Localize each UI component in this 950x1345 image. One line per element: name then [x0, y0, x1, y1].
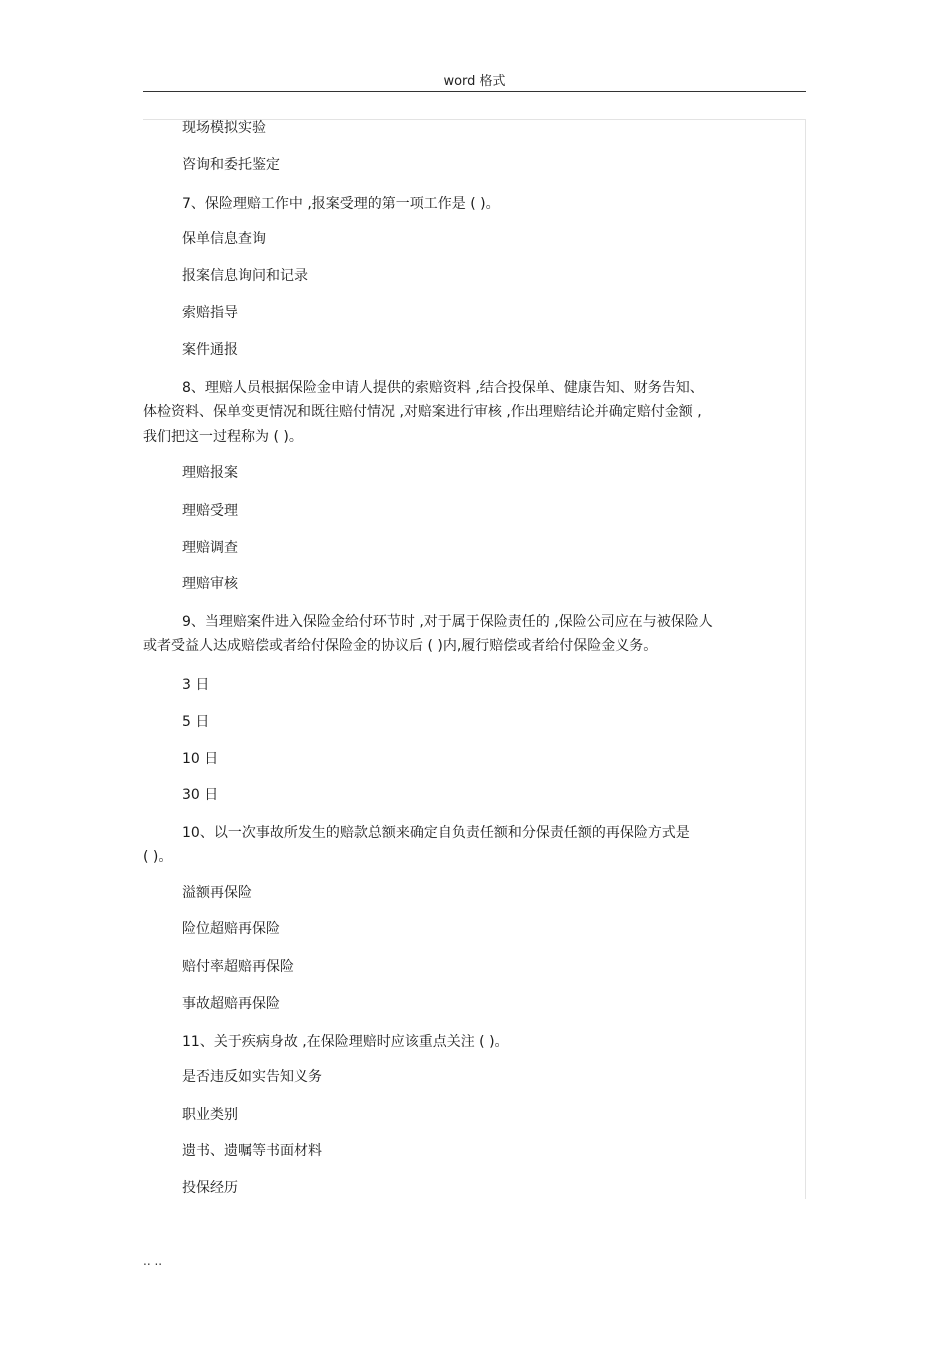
- question-line: ( )。: [143, 849, 173, 865]
- header-rule: [143, 91, 806, 92]
- option-line: 理赔受理: [182, 503, 238, 519]
- option-line: 事故超赔再保险: [182, 996, 280, 1012]
- option-line: 索赔指导: [182, 305, 238, 321]
- option-line: 咨询和委托鉴定: [182, 157, 280, 173]
- page-footer: .. ..: [143, 1254, 163, 1268]
- option-line: 遗书、遗嘱等书面材料: [182, 1143, 322, 1159]
- option-line: 赔付率超赔再保险: [182, 959, 294, 975]
- option-line: 险位超赔再保险: [182, 921, 280, 937]
- option-line: 理赔审核: [182, 576, 238, 592]
- question-line: 体检资料、保单变更情况和既往赔付情况 ,对赔案进行审核 ,作出理赔结论并确定赔付金额 ,: [143, 404, 702, 420]
- option-line: 3 日: [182, 677, 210, 693]
- option-line: 职业类别: [182, 1107, 238, 1123]
- question-line: 我们把这一过程称为 ( )。: [143, 429, 303, 445]
- option-line: 现场模拟实验: [182, 120, 266, 136]
- page-header: word 格式: [443, 74, 506, 89]
- question-line: 7、保险理赔工作中 ,报案受理的第一项工作是 ( )。: [182, 196, 500, 212]
- option-line: 10 日: [182, 751, 219, 767]
- question-line: 10、以一次事故所发生的赔款总额来确定自负责任额和分保责任额的再保险方式是: [182, 825, 690, 841]
- option-line: 5 日: [182, 714, 210, 730]
- question-line: 或者受益人达成赔偿或者给付保险金的协议后 ( )内,履行赔偿或者给付保险金义务。: [143, 638, 658, 654]
- option-line: 溢额再保险: [182, 885, 252, 901]
- option-line: 是否违反如实告知义务: [182, 1069, 322, 1085]
- option-line: 保单信息查询: [182, 231, 266, 247]
- option-line: 案件通报: [182, 342, 238, 358]
- question-line: 8、理赔人员根据保险金申请人提供的索赔资料 ,结合投保单、健康告知、财务告知、: [182, 380, 704, 396]
- option-line: 理赔报案: [182, 465, 238, 481]
- option-line: 理赔调查: [182, 540, 238, 556]
- option-line: 30 日: [182, 787, 219, 803]
- option-line: 报案信息询问和记录: [182, 268, 308, 284]
- question-line: 9、当理赔案件进入保险金给付环节时 ,对于属于保险责任的 ,保险公司应在与被保险人: [182, 614, 713, 630]
- question-line: 11、关于疾病身故 ,在保险理赔时应该重点关注 ( )。: [182, 1034, 509, 1050]
- option-line: 投保经历: [182, 1180, 238, 1196]
